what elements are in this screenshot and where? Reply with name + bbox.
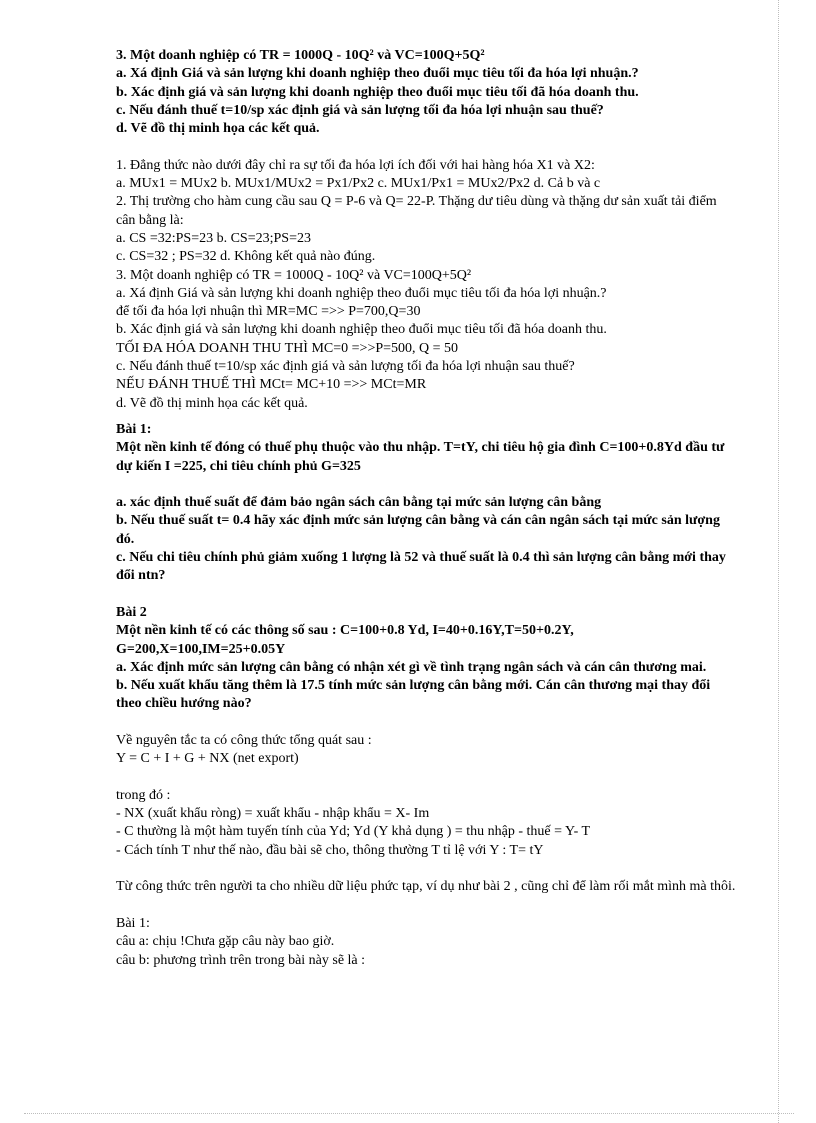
text-line: b. Nếu xuất khẩu tăng thêm là 17.5 tính mức sản lượng cân bằng mới. Cán cân thương mại thay đổi theo chiều hướng nào? <box>116 678 711 712</box>
text-line: Một nền kinh tế có các thông số sau : C=100+0.8 Yd, I=40+0.16Y,T=50+0.2Y, G=200,X=100,IM=25+0.05Y <box>116 623 574 657</box>
page-margin-guide <box>778 0 816 1123</box>
blank-line <box>116 413 736 421</box>
blank-line <box>116 714 736 732</box>
text-line: câu b: phương trình trên trong bài này sẽ là : <box>116 952 366 968</box>
text-line: trong đó : <box>116 787 171 803</box>
text-line: a. MUx1 = MUx2 b. MUx1/MUx2 = Px1/Px2 c. MUx1/Px1 = MUx2/Px2 d. Cả b và c <box>116 176 601 192</box>
text-line: Bài 1: <box>116 421 152 437</box>
text-line: Bài 2 <box>116 604 147 620</box>
text-line: c. Nếu đánh thuế t=10/sp xác định giá và sản lượng tối đa hóa lợi nhuận sau thuế? <box>116 102 604 118</box>
text-line: - NX (xuất khẩu ròng) = xuất khẩu - nhập khẩu = X- Im <box>116 806 430 822</box>
text-line: 2. Thị trường cho hàm cung cầu sau Q = P-6 và Q= 22-P. Thặng dư tiêu dùng và thặng dư sản xuất tải điểm cân bằng là: <box>116 194 717 228</box>
text-line: c. Nếu chi tiêu chính phủ giảm xuống 1 lượng là 52 và thuế suất là 0.4 thì sản lượng cân bằng mới thay đổi ntn? <box>116 550 726 584</box>
text-line: 1. Đẳng thức nào dưới đây chỉ ra sự tối đa hóa lợi ích đối với hai hàng hóa X1 và X2: <box>116 157 595 173</box>
text-line: TỐI ĐA HÓA DOANH THU THÌ MC=0 =>>P=500, Q = 50 <box>116 340 459 356</box>
text-line: Y = C + I + G + NX (net export) <box>116 751 299 767</box>
blank-line <box>116 860 736 878</box>
text-line: 3. Một doanh nghiệp có TR = 1000Q - 10Q² và VC=100Q+5Q² <box>116 267 472 283</box>
blank-line <box>116 138 736 156</box>
text-line: Một nền kinh tế đóng có thuế phụ thuộc vào thu nhập. T=tY, chi tiêu hộ gia đình C=100+0.8Yd đầu tư dự kiến I =225, chi tiêu chính phủ G=325 <box>116 440 725 474</box>
text-line: câu a: chịu !Chưa gặp câu này bao giờ. <box>116 934 335 950</box>
text-line: 3. Một doanh nghiệp có TR = 1000Q - 10Q² và VC=100Q+5Q² <box>116 48 485 63</box>
text-line: a. Xá định Giá và sản lượng khi doanh nghiệp theo đuổi mục tiêu tối đa hóa lợi nhuận.? <box>116 66 639 82</box>
text-line: để tối đa hóa lợi nhuận thì MR=MC =>> P=700,Q=30 <box>116 304 421 320</box>
text-line: d. Vẽ đồ thị minh họa các kết quả. <box>116 121 320 137</box>
text-line: a. CS =32:PS=23 b. CS=23;PS=23 <box>116 230 311 246</box>
text-line: Về nguyên tắc ta có công thức tổng quát sau : <box>116 732 372 748</box>
text-line: - Cách tính T như thế nào, đầu bài sẽ cho, thông thường T tỉ lệ với Y : T= tY <box>116 842 544 858</box>
blank-line <box>116 586 736 604</box>
text-line: Từ công thức trên người ta cho nhiều dữ liệu phức tạp, ví dụ như bài 2 , cũng chỉ để làm rối mắt mình mà thôi. <box>116 879 736 895</box>
text-line: NẾU ĐÁNH THUẾ THÌ MCt= MC+10 =>> MCt=MR <box>116 377 427 393</box>
text-line: a. Xác định mức sản lượng cân bằng có nhận xét gì về tình trạng ngân sách và cán cân thương mai. <box>116 659 707 675</box>
blank-line <box>116 476 736 494</box>
blank-line <box>116 769 736 787</box>
text-line: b. Nếu thuế suất t= 0.4 hãy xác định mức sản lượng cân bằng và cán cân ngân sách tại mức sản lượng đó. <box>116 513 720 547</box>
text-line: - C thường là một hàm tuyến tính của Yd; Yd (Y khả dụng ) = thu nhập - thuế = Y- T <box>116 824 591 840</box>
text-line: c. CS=32 ; PS=32 d. Không kết quả nào đúng. <box>116 249 376 265</box>
text-line: a. Xá định Giá và sản lượng khi doanh nghiệp theo đuổi mục tiêu tối đa hóa lợi nhuận.? <box>116 285 607 301</box>
text-line: a. xác định thuế suất để đảm bảo ngân sách cân bằng tại mức sản lượng cân bằng <box>116 495 602 511</box>
blank-line <box>116 897 736 915</box>
text-line: b. Xác định giá và sản lượng khi doanh nghiệp theo đuổi mục tiêu tối đã hóa doanh thu. <box>116 322 607 338</box>
text-line: b. Xác định giá và sản lượng khi doanh nghiệp theo đuổi mục tiêu tối đã hóa doanh thu. <box>116 84 639 100</box>
text-line: d. Vẽ đồ thị minh họa các kết quả. <box>116 395 308 411</box>
text-line: Bài 1: <box>116 915 150 931</box>
page-bottom-guide <box>24 1113 794 1114</box>
text-line: c. Nếu đánh thuế t=10/sp xác định giá và sản lượng tối đa hóa lợi nhuận sau thuế? <box>116 359 575 375</box>
document-body <box>116 47 736 970</box>
